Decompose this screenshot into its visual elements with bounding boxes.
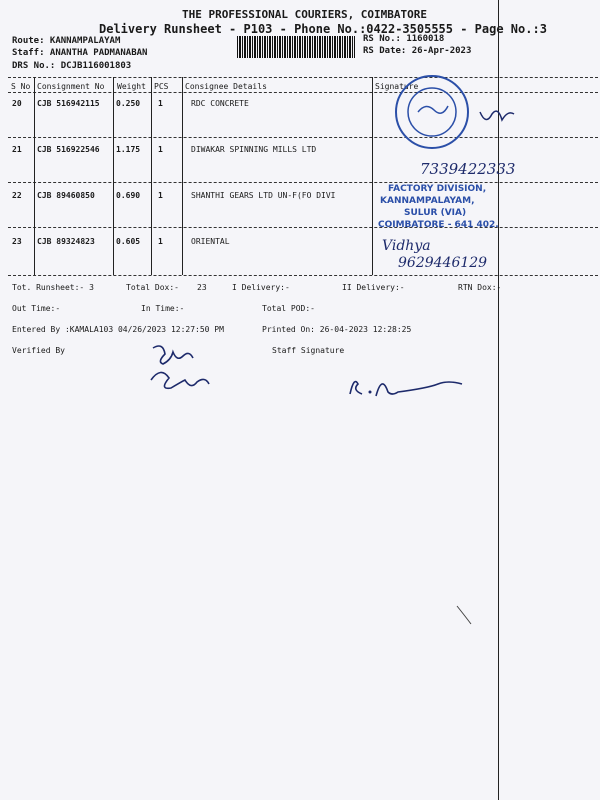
row-sno: 20 — [12, 99, 22, 108]
handwritten-phone-2: 9629446129 — [398, 255, 488, 271]
tot-runsheet: Tot. Runsheet:- 3 — [12, 283, 94, 292]
stray-mark — [455, 604, 475, 628]
handwritten-phone: 7339422333 — [420, 160, 516, 178]
row-consignee: DIWAKAR SPINNING MILLS LTD — [191, 145, 317, 154]
printed-on: Printed On: 26-04-2023 12:28:25 — [262, 325, 412, 334]
runsheet-title: Delivery Runsheet - P103 - Phone No.:0422-3505555 - Page No.:3 — [99, 22, 547, 36]
row-consignment: CJB 516922546 — [37, 145, 100, 154]
col-sno: S No — [11, 82, 31, 91]
total-dox-value: 23 — [197, 283, 207, 292]
route-label: Route: KANNAMPALAYAM — [12, 36, 121, 46]
col-consignee: Consignee Details — [185, 82, 267, 91]
row-pcs: 1 — [158, 145, 163, 154]
row-pcs: 1 — [158, 99, 163, 108]
rtn-dox: RTN Dox:- — [458, 283, 502, 292]
row-sno: 22 — [12, 191, 22, 200]
row-sno: 23 — [12, 237, 22, 246]
row-consignee: SHANTHI GEARS LTD UN-F(FO DIVI — [191, 191, 336, 200]
staff-signature — [346, 366, 476, 402]
stamp-line-3: SULUR (VIA) — [404, 208, 467, 218]
verified-by: Verified By — [12, 346, 65, 355]
round-stamp — [392, 72, 472, 152]
out-time: Out Time:- — [12, 304, 61, 313]
drs-number: DRS No.: DCJB116001803 — [12, 61, 132, 71]
company-name: THE PROFESSIONAL COURIERS, COIMBATORE — [182, 8, 428, 21]
i-delivery: I Delivery:- — [232, 283, 290, 292]
signature-mark — [478, 106, 522, 128]
row-consignment: CJB 89324823 — [37, 237, 95, 246]
in-time: In Time:- — [141, 304, 185, 313]
row-sno: 21 — [12, 145, 22, 154]
col-consignment: Consignment No — [37, 82, 105, 91]
ii-delivery: II Delivery:- — [342, 283, 405, 292]
row-consignee: RDC CONCRETE — [191, 99, 249, 108]
total-pod: Total POD:- — [262, 304, 315, 313]
barcode — [237, 36, 355, 58]
staff-label: Staff: ANANTHA PADMANABAN — [12, 48, 148, 58]
row-consignment: CJB 89460850 — [37, 191, 95, 200]
row-weight: 0.250 — [116, 99, 141, 108]
col-pcs: PCS — [154, 82, 169, 91]
rs-date: RS Date: 26-Apr-2023 — [363, 46, 472, 56]
row-pcs: 1 — [158, 191, 163, 200]
row-consignment: CJB 516942115 — [37, 99, 100, 108]
row-consignee: ORIENTAL — [191, 237, 230, 246]
col-signature: Signature — [375, 82, 419, 91]
stamp-line-4: COIMBATORE - 641 402. — [378, 220, 499, 230]
total-dox-label: Total Dox:- — [126, 283, 179, 292]
row-weight: 0.605 — [116, 237, 141, 246]
rs-number: RS No.: 1160018 — [363, 34, 445, 44]
handwritten-name: Vidhya — [382, 238, 431, 254]
stamp-line-1: FACTORY DIVISION, — [388, 184, 487, 194]
entered-by: Entered By :KAMALA103 04/26/2023 12:27:50 PM — [12, 325, 224, 334]
row-pcs: 1 — [158, 237, 163, 246]
col-weight: Weight — [117, 82, 146, 91]
row-weight: 0.690 — [116, 191, 141, 200]
staff-signature-label: Staff Signature — [272, 346, 345, 355]
verifier-signature — [145, 340, 215, 396]
row-weight: 1.175 — [116, 145, 141, 154]
stamp-line-2: KANNAMPALAYAM, — [380, 196, 475, 206]
